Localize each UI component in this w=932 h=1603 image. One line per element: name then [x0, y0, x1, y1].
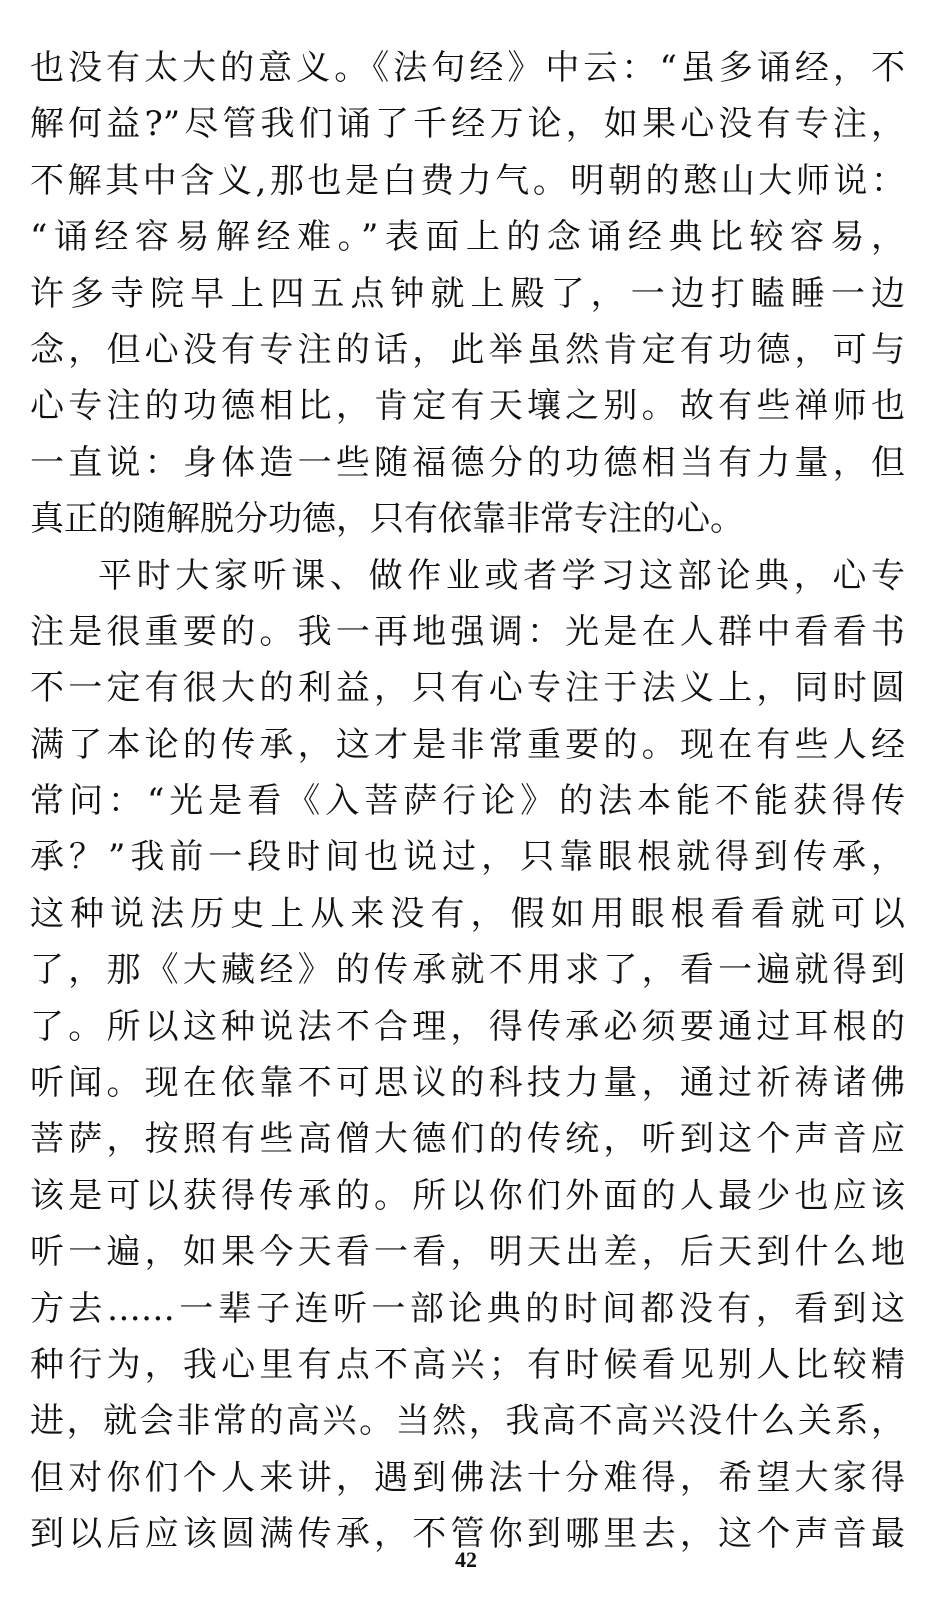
- text-line: 也没有太大的意义。《法句经》中云：“虽多诵经，不: [30, 48, 905, 88]
- text-line: 方去……一辈子连听一部论典的时间都没有，看到这: [30, 1288, 905, 1329]
- text-line: 念，但心没有专注的话，此举虽然肯定有功德，可与: [30, 329, 905, 370]
- text-line: “诵经容易解经难。”表面上的念诵经典比较容易，: [30, 217, 905, 258]
- text-line: 解何益?”尽管我们诵了千经万论，如果心没有专注，: [30, 104, 905, 145]
- paragraph-2: [30, 548, 905, 1563]
- text-line: 不解其中含义,那也是白费力气。明朝的憨山大师说：: [30, 160, 905, 201]
- text-line: 这种说法历史上从来没有，假如用眼根看看就可以: [30, 893, 905, 934]
- text-line: 该是可以获得传承的。所以你们外面的人最少也应该: [30, 1175, 905, 1216]
- text-line: 常问：“光是看《入菩萨行论》的法本能不能获得传: [30, 781, 905, 822]
- paragraph-1: [30, 40, 905, 548]
- text-line: 真正的随解脱分功德，只有依靠非常专注的心。: [30, 499, 744, 540]
- text-line: 许多寺院早上四五点钟就上殿了，一边打瞌睡一边: [30, 273, 905, 314]
- text-line: 菩萨，按照有些高僧大德们的传统，听到这个声音应: [30, 1119, 905, 1160]
- text-line: 满了本论的传承，这才是非常重要的。现在有些人经: [30, 724, 905, 765]
- text-body: [30, 40, 905, 1563]
- text-line: 了。所以这种说法不合理，得传承必须要通过耳根的: [30, 1006, 905, 1047]
- text-line: 但对你们个人来讲，遇到佛法十分难得，希望大家得: [30, 1457, 905, 1498]
- text-line: 注是很重要的。我一再地强调：光是在人群中看看书: [30, 611, 905, 652]
- page-number: 42: [455, 1547, 477, 1572]
- text-line: 听闻。现在依靠不可思议的科技力量，通过祈祷诸佛: [30, 1063, 905, 1104]
- text-line: 承？”我前一段时间也说过，只靠眼根就得到传承，: [30, 837, 905, 878]
- text-line: 一直说：身体造一些随福德分的功德相当有力量，但: [30, 442, 905, 483]
- text-line: 平时大家听课、做作业或者学习这部论典，心专: [98, 555, 905, 596]
- text-line: 不一定有很大的利益，只有心专注于法义上，同时圆: [30, 668, 905, 709]
- text-line: 听一遍，如果今天看一看，明天出差，后天到什么地: [30, 1232, 905, 1273]
- text-line: 种行为，我心里有点不高兴；有时候看见别人比较精: [30, 1344, 905, 1385]
- text-line: 了，那《大藏经》的传承就不用求了，看一遍就得到: [30, 950, 905, 991]
- text-line: 心专注的功德相比，肯定有天壤之别。故有些禅师也: [30, 386, 905, 427]
- text-line: 进，就会非常的高兴。当然，我高不高兴没什么关系，: [30, 1401, 905, 1442]
- text-line: 到以后应该圆满传承，不管你到哪里去，这个声音最: [30, 1514, 905, 1555]
